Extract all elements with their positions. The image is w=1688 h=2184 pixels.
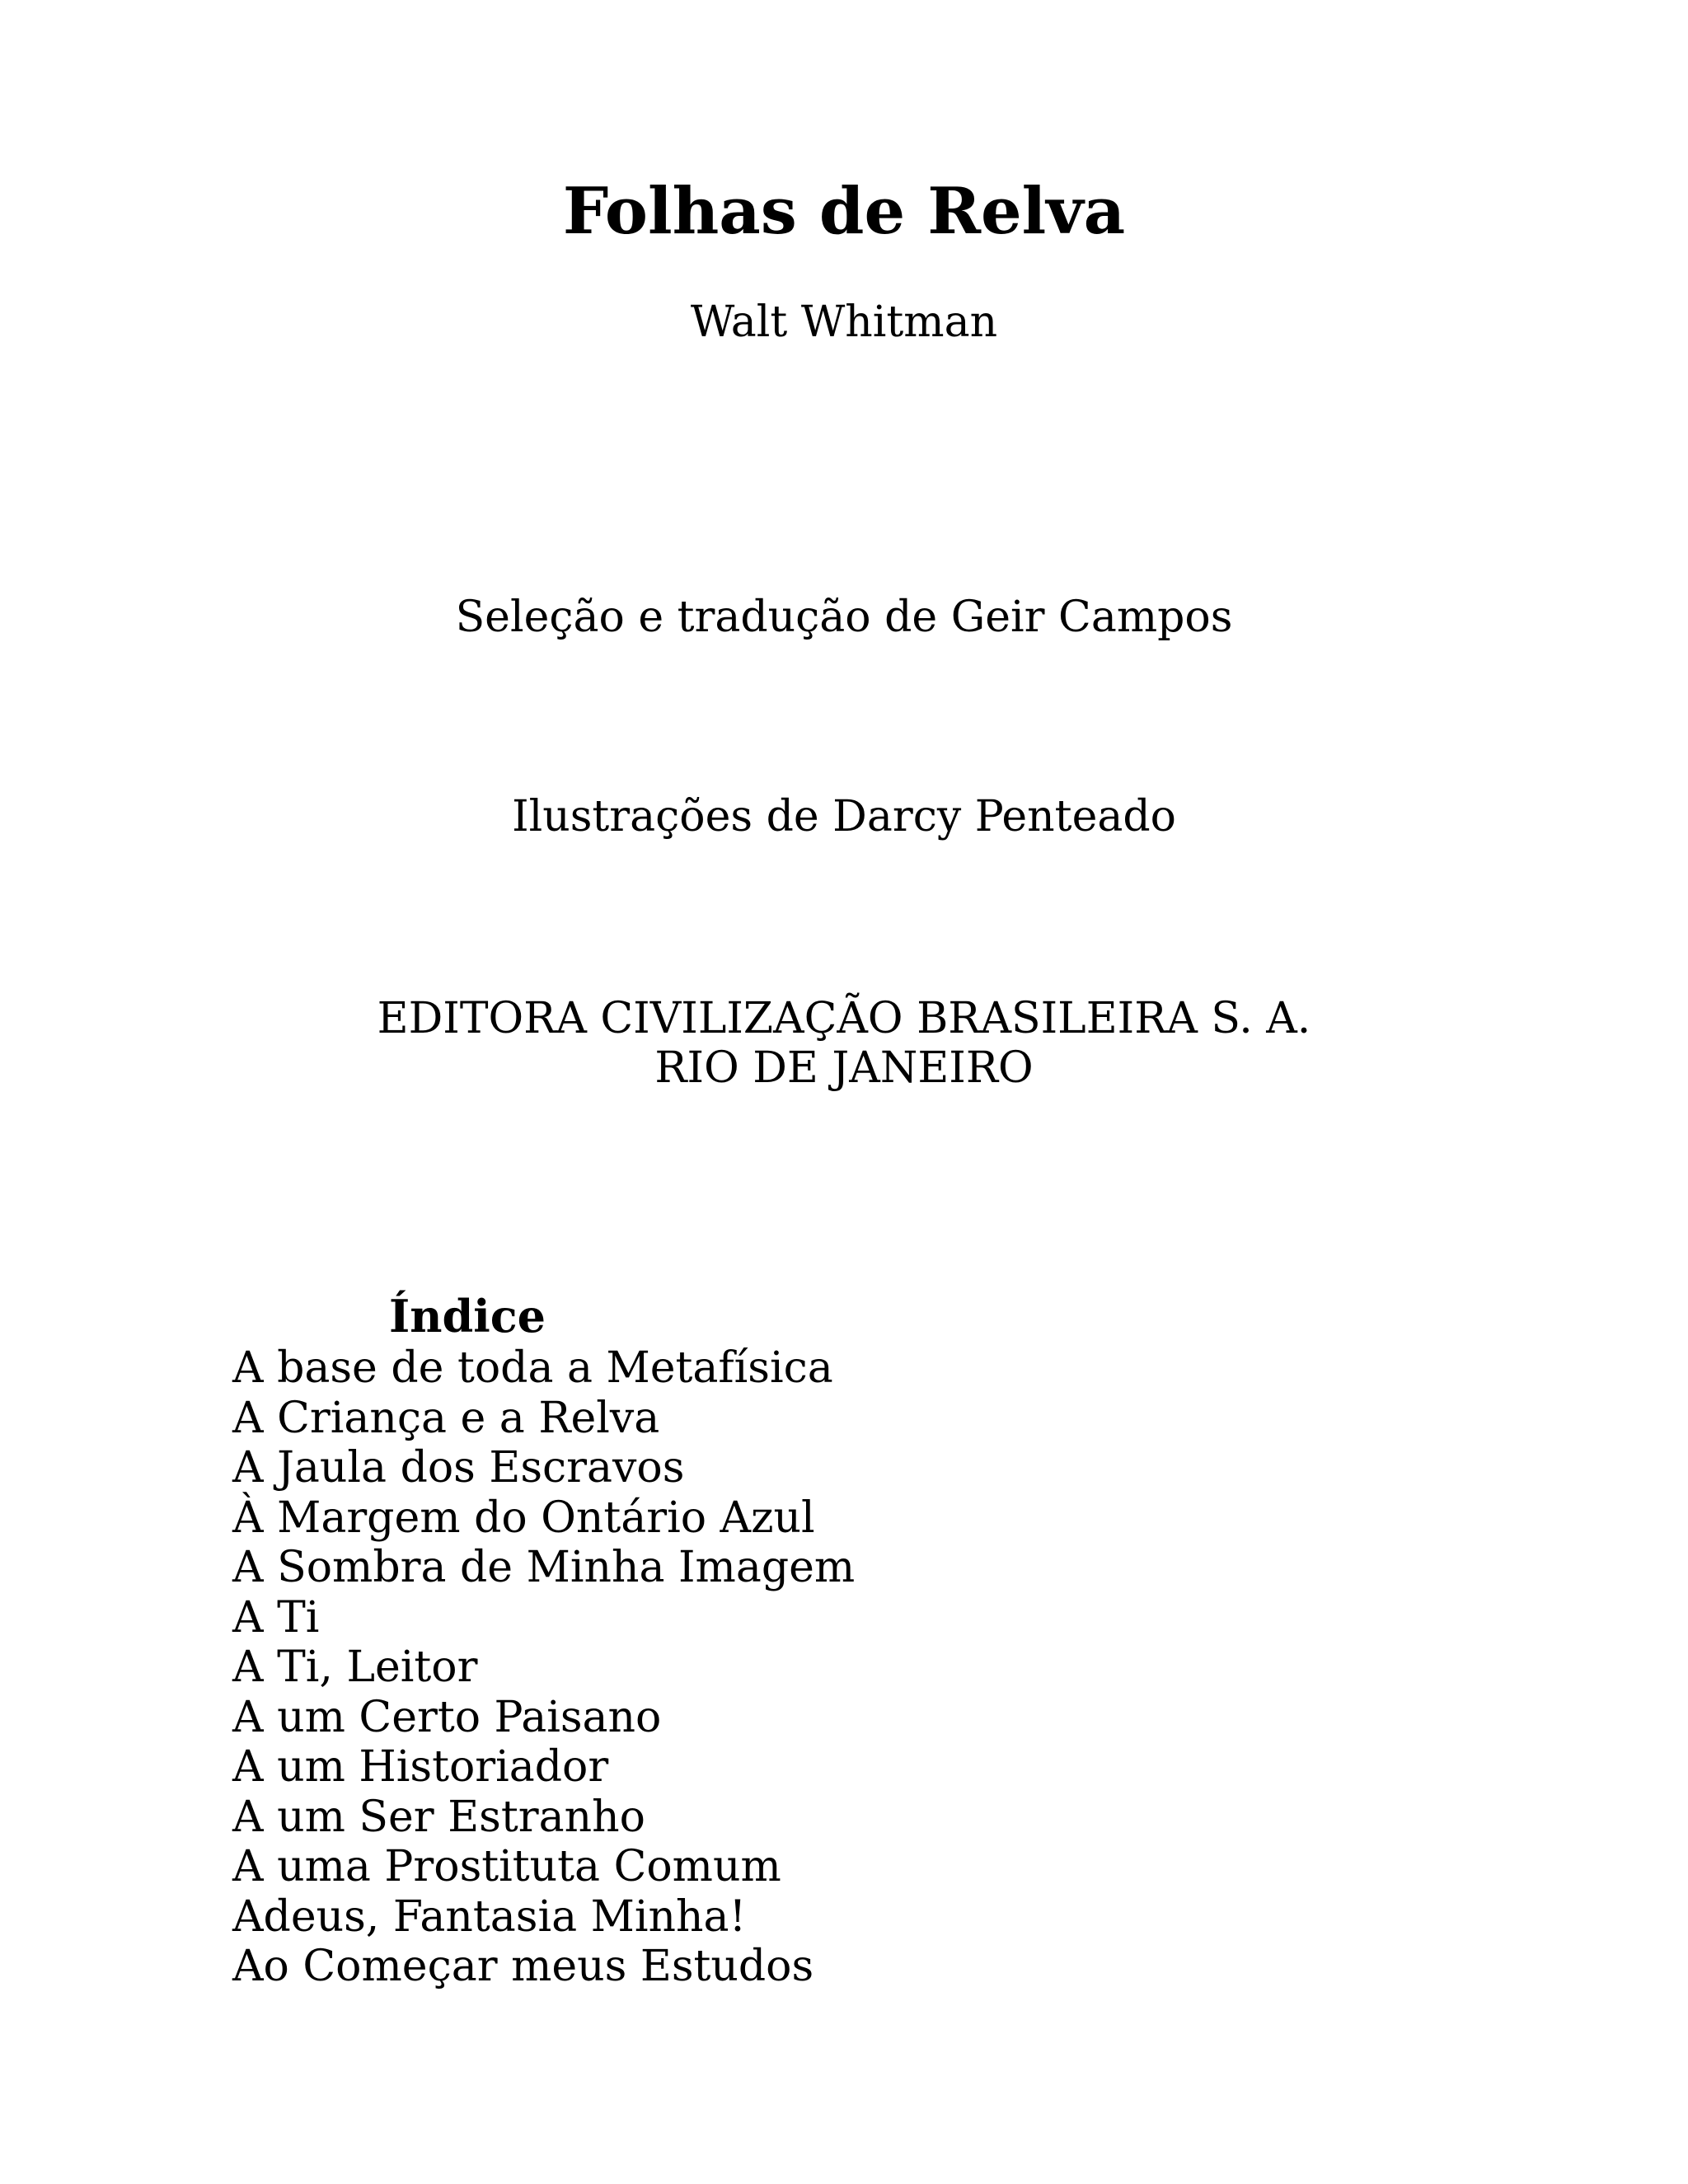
publisher-block [0, 994, 1688, 1093]
index-item: A Criança e a Relva [232, 1393, 660, 1443]
index-list [232, 1343, 855, 1992]
index-heading: Índice [389, 1290, 546, 1343]
book-title: Folhas de Relva [562, 174, 1126, 249]
index-item: A Jaula dos Escravos [232, 1443, 685, 1493]
index-item: À Margem do Ontário Azul [232, 1493, 815, 1543]
author-name: Walt Whitman [690, 298, 998, 347]
publisher-name: EDITORA CIVILIZAÇÃO BRASILEIRA S. A. [377, 994, 1311, 1043]
index-item: A Ti [232, 1592, 320, 1643]
index-item: Ao Começar meus Estudos [232, 1942, 814, 1991]
index-item: A base de toda a Metafísica [232, 1343, 833, 1393]
index-item: A Sombra de Minha Imagem [232, 1543, 856, 1592]
index-item: A uma Prostituta Comum [232, 1842, 781, 1891]
selection-credit: Seleção e tradução de Geir Campos [455, 593, 1233, 642]
index-item: A um Certo Paisano [232, 1692, 662, 1742]
publisher-city: RIO DE JANEIRO [654, 1043, 1034, 1093]
index-item: A um Historiador [232, 1742, 609, 1792]
index-item: A um Ser Estranho [232, 1792, 645, 1842]
index-item: A Ti, Leitor [232, 1643, 478, 1692]
illustration-credit: Ilustrações de Darcy Penteado [512, 792, 1176, 841]
index-item: Adeus, Fantasia Minha! [232, 1891, 747, 1942]
